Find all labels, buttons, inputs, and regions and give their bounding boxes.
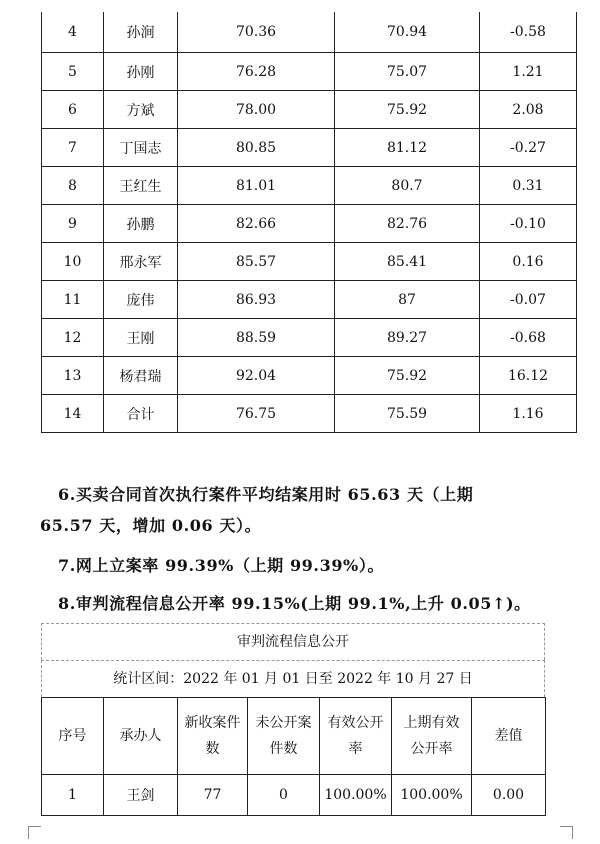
column-header-line: 数 xyxy=(205,741,220,757)
index-cell: 4 xyxy=(42,12,104,53)
page-corner-mark-left xyxy=(28,826,41,839)
table-row xyxy=(42,775,546,816)
column-header xyxy=(392,698,472,775)
previous-days-cell: 87 xyxy=(335,281,480,319)
table-row xyxy=(42,12,577,53)
judge-name-cell: 方斌 xyxy=(104,91,178,129)
difference-cell: -0.27 xyxy=(480,129,577,167)
paragraph-8: 8.审判流程信息公开率 99.15%(上期 99.1%,上升 0.05↑)。 xyxy=(58,594,531,613)
judge-name-cell: 合计 xyxy=(104,395,178,433)
table-row xyxy=(42,167,577,205)
column-header-line: 序号 xyxy=(58,728,87,744)
difference-cell: -0.07 xyxy=(480,281,577,319)
previous-days-cell: 82.76 xyxy=(335,205,480,243)
table-row xyxy=(42,129,577,167)
column-header xyxy=(178,698,248,775)
difference-cell: -0.58 xyxy=(480,12,577,53)
column-header-line: 率 xyxy=(348,741,363,757)
difference-cell: 1.21 xyxy=(480,53,577,91)
difference-cell: -0.68 xyxy=(480,319,577,357)
column-header xyxy=(248,698,320,775)
column-header-line: 公开率 xyxy=(410,741,453,757)
paragraph-6-line-2: 65.57 天，增加 0.06 天）。 xyxy=(40,516,262,535)
current-days-cell: 80.85 xyxy=(178,129,335,167)
table-row xyxy=(42,357,577,395)
column-header-line: 承办人 xyxy=(119,728,162,744)
judge-name-cell: 丁国志 xyxy=(104,129,178,167)
previous-days-cell: 80.7 xyxy=(335,167,480,205)
table-row xyxy=(42,243,577,281)
current-days-cell: 76.28 xyxy=(178,53,335,91)
column-header-line: 差值 xyxy=(494,728,523,744)
difference-cell: 2.08 xyxy=(480,91,577,129)
judge-name-cell: 孙刚 xyxy=(104,53,178,91)
table-cell: 100.00% xyxy=(320,775,392,816)
column-header xyxy=(472,698,546,775)
column-header-line: 未公开案 xyxy=(255,715,312,731)
table-row xyxy=(42,53,577,91)
difference-cell: 0.16 xyxy=(480,243,577,281)
difference-cell: 0.31 xyxy=(480,167,577,205)
table-row xyxy=(42,395,577,433)
column-header xyxy=(42,698,104,775)
disclosure-table xyxy=(41,697,546,816)
index-cell: 11 xyxy=(42,281,104,319)
column-header-line: 新收案件 xyxy=(184,715,241,731)
previous-days-cell: 75.07 xyxy=(335,53,480,91)
difference-cell: 1.16 xyxy=(480,395,577,433)
previous-days-cell: 75.59 xyxy=(335,395,480,433)
previous-days-cell: 81.12 xyxy=(335,129,480,167)
judge-duration-table xyxy=(41,12,577,433)
judge-name-cell: 王红生 xyxy=(104,167,178,205)
table-row xyxy=(42,91,577,129)
index-cell: 10 xyxy=(42,243,104,281)
column-header-line: 有效公开 xyxy=(327,715,384,731)
current-days-cell: 92.04 xyxy=(178,357,335,395)
column-header-line: 上期有效 xyxy=(403,715,460,731)
table-cell: 0.00 xyxy=(472,775,546,816)
index-cell: 13 xyxy=(42,357,104,395)
judge-name-cell: 杨君瑞 xyxy=(104,357,178,395)
judge-name-cell: 孙鹏 xyxy=(104,205,178,243)
previous-days-cell: 70.94 xyxy=(335,12,480,53)
table-cell: 王剑 xyxy=(104,775,178,816)
previous-days-cell: 75.92 xyxy=(335,91,480,129)
statistics-range: 统计区间：2022 年 01 月 01 日至 2022 年 10 月 27 日 xyxy=(41,660,545,697)
table-cell: 100.00% xyxy=(392,775,472,816)
table-cell: 1 xyxy=(42,775,104,816)
index-cell: 7 xyxy=(42,129,104,167)
table-row xyxy=(42,205,577,243)
index-cell: 5 xyxy=(42,53,104,91)
column-header xyxy=(104,698,178,775)
current-days-cell: 81.01 xyxy=(178,167,335,205)
page-corner-mark-right xyxy=(560,826,573,839)
table-row xyxy=(42,319,577,357)
column-header-line: 件数 xyxy=(269,741,298,757)
judge-name-cell: 庞伟 xyxy=(104,281,178,319)
judge-name-cell: 王刚 xyxy=(104,319,178,357)
table-cell: 0 xyxy=(248,775,320,816)
paragraph-7: 7.网上立案率 99.39%（上期 99.39%）。 xyxy=(58,556,385,575)
index-cell: 6 xyxy=(42,91,104,129)
table-row xyxy=(42,281,577,319)
current-days-cell: 85.57 xyxy=(178,243,335,281)
current-days-cell: 82.66 xyxy=(178,205,335,243)
index-cell: 9 xyxy=(42,205,104,243)
judge-name-cell: 孙涧 xyxy=(104,12,178,53)
disclosure-table-title: 审判流程信息公开 xyxy=(41,623,545,660)
current-days-cell: 70.36 xyxy=(178,12,335,53)
column-header xyxy=(320,698,392,775)
previous-days-cell: 85.41 xyxy=(335,243,480,281)
current-days-cell: 88.59 xyxy=(178,319,335,357)
table-header-row xyxy=(42,698,546,775)
difference-cell: -0.10 xyxy=(480,205,577,243)
difference-cell: 16.12 xyxy=(480,357,577,395)
table-cell: 77 xyxy=(178,775,248,816)
previous-days-cell: 75.92 xyxy=(335,357,480,395)
previous-days-cell: 89.27 xyxy=(335,319,480,357)
current-days-cell: 86.93 xyxy=(178,281,335,319)
current-days-cell: 78.00 xyxy=(178,91,335,129)
disclosure-table-block xyxy=(41,623,545,816)
index-cell: 8 xyxy=(42,167,104,205)
index-cell: 14 xyxy=(42,395,104,433)
current-days-cell: 76.75 xyxy=(178,395,335,433)
index-cell: 12 xyxy=(42,319,104,357)
judge-name-cell: 邢永军 xyxy=(104,243,178,281)
paragraph-6-line-1: 6.买卖合同首次执行案件平均结案用时 65.63 天（上期 xyxy=(58,485,474,504)
